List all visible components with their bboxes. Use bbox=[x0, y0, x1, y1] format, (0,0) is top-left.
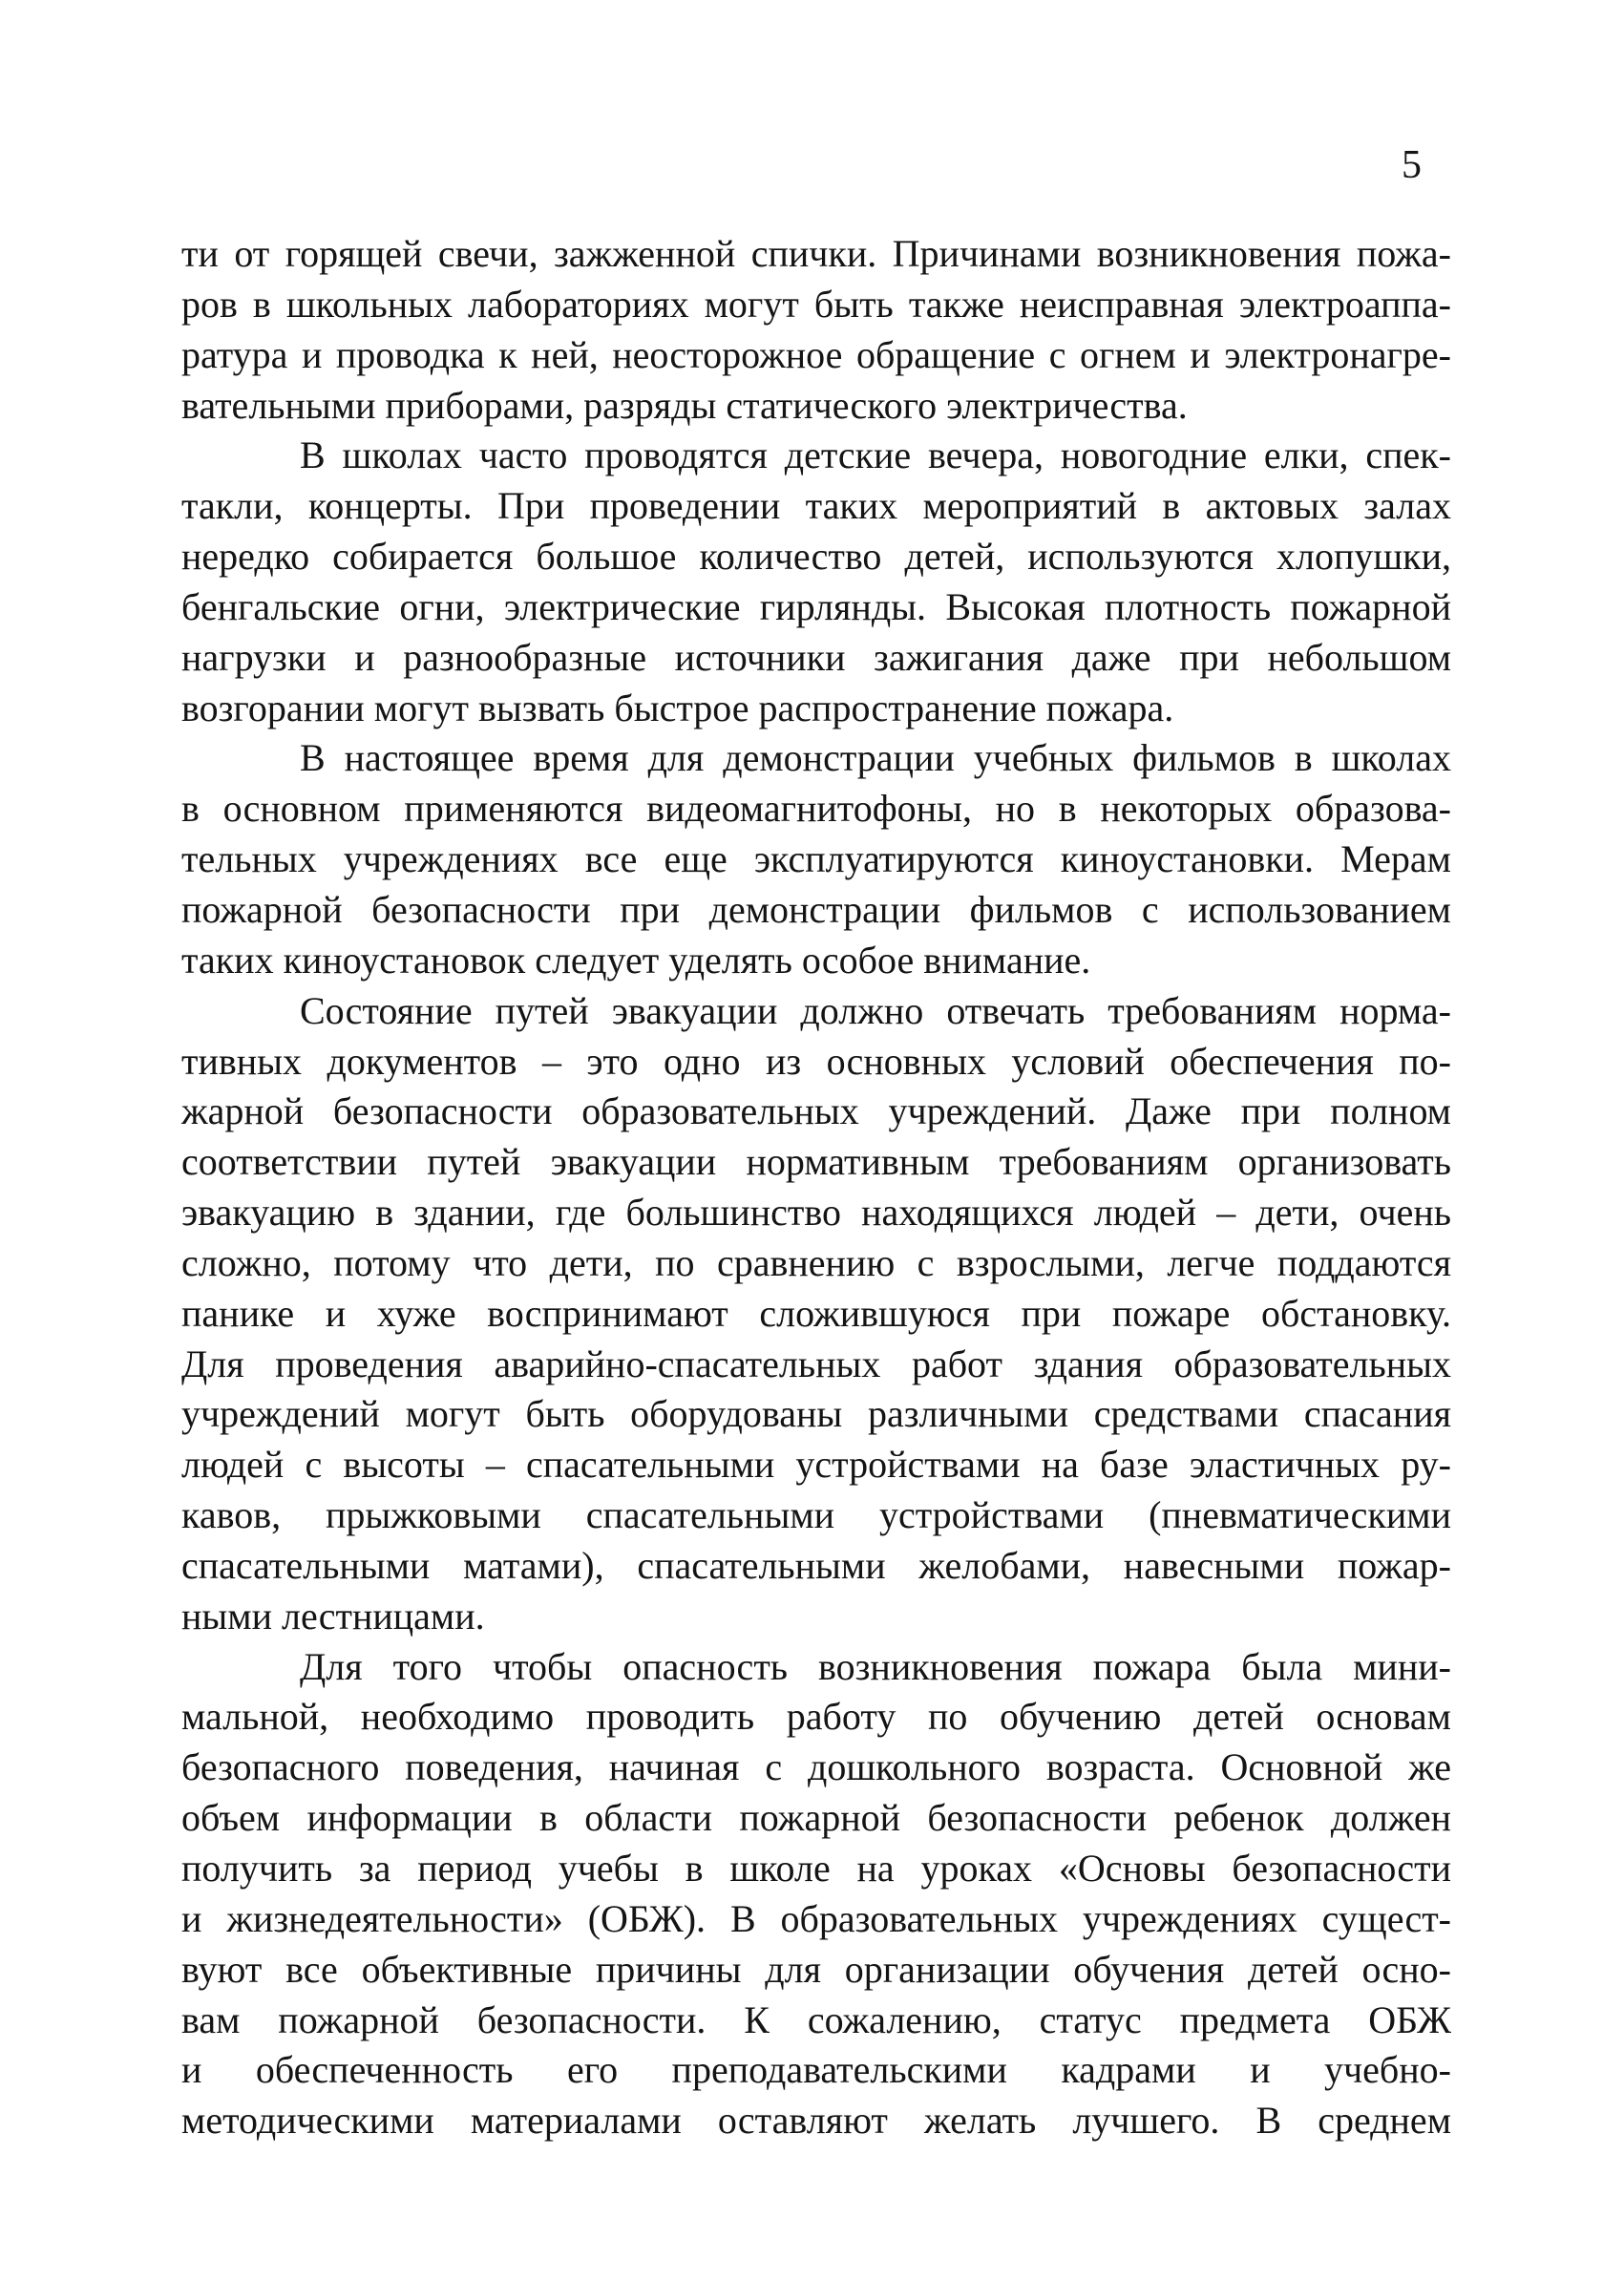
text-line: людей с высоты – спасательными устройствами на базе эластичных ру- bbox=[181, 1443, 1451, 1487]
text-line: учреждений могут быть оборудованы различными средствами спасания bbox=[181, 1392, 1451, 1436]
text-line: сложно, потому что дети, по сравнению с взрослыми, легче поддаются bbox=[181, 1240, 1451, 1284]
text-line: жарной безопасности образовательных учреждений. Даже при полном bbox=[181, 1089, 1451, 1133]
text-line: Для проведения аварийно-спасательных работ здания образовательных bbox=[181, 1342, 1451, 1385]
paragraph-first-line: Для того чтобы опасность возникновения пожара была мини- bbox=[300, 1644, 1451, 1688]
paragraph-first-line: В настоящее время для демонстрации учебных фильмов в школах bbox=[300, 736, 1451, 780]
text-line: вательными приборами, разряды статического электричества. bbox=[181, 383, 1188, 427]
text-line: вуют все объективные причины для организации обучения детей осно- bbox=[181, 1947, 1451, 1991]
text-line: нередко собирается большое количество детей, используются хлопушки, bbox=[181, 535, 1451, 579]
text-line: панике и хуже воспринимают сложившуюся при пожаре обстановку. bbox=[181, 1291, 1451, 1335]
text-line: получить за период учебы в школе на уроках «Основы безопасности bbox=[181, 1847, 1451, 1890]
text-line: в основном применяются видеомагнитофоны, но в некоторых образова- bbox=[181, 787, 1451, 831]
text-line: методическими материалами оставляют желать лучшего. В среднем bbox=[181, 2099, 1451, 2143]
text-line: такли, концерты. При проведении таких мероприятий в актовых залах bbox=[181, 484, 1451, 528]
text-line: тельных учреждениях все еще эксплуатируются киноустановки. Мерам bbox=[181, 837, 1451, 881]
text-line: и обеспеченность его преподавательскими кадрами и учебно- bbox=[181, 2048, 1451, 2092]
text-line: бенгальские огни, электрические гирлянды. Высокая плотность пожарной bbox=[181, 584, 1451, 628]
text-line: мальной, необходимо проводить работу по обучению детей основам bbox=[181, 1695, 1451, 1739]
text-line: ратура и проводка к ней, неосторожное обращение с огнем и электронагре- bbox=[181, 332, 1451, 376]
text-line: и жизнедеятельности» (ОБЖ). В образовательных учреждениях сущест- bbox=[181, 1896, 1451, 1940]
page-number: 5 bbox=[1402, 143, 1422, 187]
paragraph-first-line: Состояние путей эвакуации должно отвечать требованиям норма- bbox=[300, 988, 1451, 1032]
text-line: соответствии путей эвакуации нормативным требованиям организовать bbox=[181, 1140, 1451, 1184]
text-line: кавов, прыжковыми спасательными устройствами (пневматическими bbox=[181, 1493, 1451, 1537]
text-line: тивных документов – это одно из основных условий обеспечения по- bbox=[181, 1039, 1451, 1083]
text-line: нагрузки и разнообразные источники зажигания даже при небольшом bbox=[181, 635, 1451, 679]
text-line: возгорании могут вызвать быстрое распространение пожара. bbox=[181, 686, 1174, 729]
paragraph-first-line: В школах часто проводятся детские вечера, новогодние елки, спек- bbox=[300, 433, 1451, 477]
text-line: ров в школьных лабораториях могут быть также неисправная электроаппа- bbox=[181, 282, 1451, 326]
text-line: вам пожарной безопасности. К сожалению, статус предмета ОБЖ bbox=[181, 1997, 1451, 2041]
body-text bbox=[181, 229, 1451, 2146]
text-line: безопасного поведения, начиная с дошкольного возраста. Основной же bbox=[181, 1745, 1451, 1789]
text-line: пожарной безопасности при демонстрации фильмов с использованием bbox=[181, 887, 1451, 931]
text-line: спасательными матами), спасательными желобами, навесными пожар- bbox=[181, 1543, 1451, 1587]
text-line: ными лестницами. bbox=[181, 1594, 485, 1638]
text-line: объем информации в области пожарной безопасности ребенок должен bbox=[181, 1796, 1451, 1840]
text-line: таких киноустановок следует уделять особое внимание. bbox=[181, 938, 1091, 982]
text-line: ти от горящей свечи, зажженной спички. Причинами возникновения пожа- bbox=[181, 232, 1451, 275]
text-line: эвакуацию в здании, где большинство находящихся людей – дети, очень bbox=[181, 1191, 1451, 1235]
